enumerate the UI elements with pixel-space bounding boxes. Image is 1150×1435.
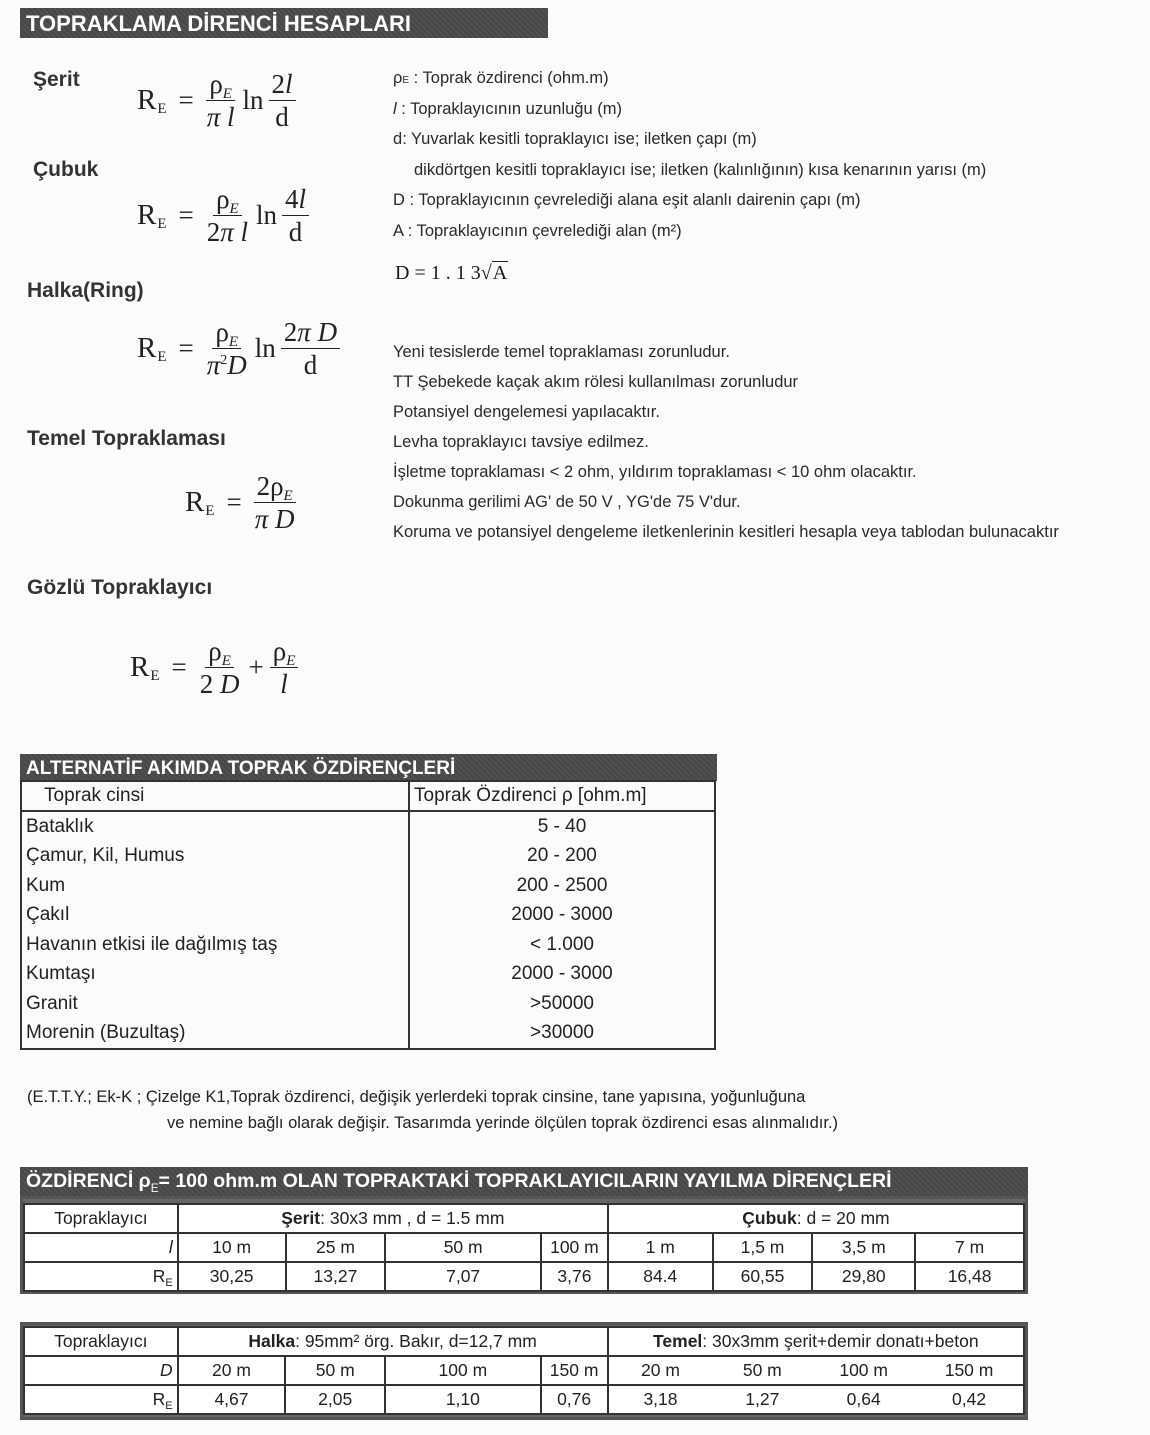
column-header-soil-type: Toprak cinsi [21, 781, 409, 811]
table-row [21, 871, 715, 901]
soil-type: Havanın etkisi ile dağılmış taş [21, 930, 409, 960]
definition-rho: ρE : Toprak özdirenci (ohm.m) [393, 69, 609, 87]
soil-type: Kumtaşı [21, 960, 409, 990]
note-item: Yeni tesislerde temel topraklaması zorunludur. [393, 343, 730, 361]
note-item: TT Şebekede kaçak akım rölesi kullanılması zorunludur [393, 373, 799, 391]
param-cell: 1,5 m [713, 1233, 813, 1262]
table-row [21, 811, 715, 842]
param-cell: 100 m [541, 1233, 608, 1262]
resistivity-value: 200 - 2500 [409, 871, 715, 901]
footnote-line-1: (E.T.T.Y.; Ek-K ; Çizelge K1,Toprak özdirenci, değişik yerlerdeki toprak cinsine, tane yapısına, yoğunluğuna [27, 1088, 806, 1106]
formula-temel: R E = $\frac{2\rho E}{\text{π D}}$ [185, 471, 295, 535]
row-label-length: l [24, 1233, 178, 1262]
value-cell: 84.4 [608, 1262, 713, 1291]
soil-type: Kum [21, 871, 409, 901]
value-cell: 13,27 [286, 1262, 386, 1291]
column-header-resistivity: Toprak Özdirenci ρ [ohm.m] [409, 781, 715, 811]
resistance-title-prefix: ÖZDİRENCİ ρ [26, 1170, 151, 1192]
notes-list [393, 343, 1059, 553]
formula-title-halka: Halka(Ring) [27, 279, 144, 302]
resistivity-value: 5 - 40 [409, 811, 715, 842]
resistance-title-sub: E [150, 1181, 159, 1195]
table-row [21, 842, 715, 872]
formula-serit: R E = $\frac{\rho E}{\text{π l}}$ ln $\frac{2l}{d}$ [137, 70, 298, 132]
symbol-definitions [393, 69, 986, 252]
value-cell: 29,80 [812, 1262, 915, 1291]
table-row [21, 989, 715, 1019]
value-cell: 0,42 [915, 1385, 1024, 1414]
formula-gozlu: R E = $\frac{\rho E}{2 D}$ + $\frac{\rho E}{l}$ [130, 637, 300, 699]
note-item: Potansiyel dengelemesi yapılacaktır. [393, 403, 660, 421]
soil-type: Granit [21, 989, 409, 1019]
param-cell: 100 m [812, 1356, 915, 1385]
param-cell: 50 m [712, 1356, 812, 1385]
footnote [27, 1088, 838, 1133]
param-cell: 50 m [385, 1233, 541, 1262]
definition-d-rect: dikdörtgen kesitli topraklayıcı ise; iletken (kalınlığının) kısa kenarının yarısı (m) [414, 160, 987, 179]
resistivity-value: < 1.000 [409, 930, 715, 960]
value-cell: 0,64 [812, 1385, 915, 1414]
param-cell: 150 m [915, 1356, 1024, 1385]
value-cell: 3,76 [541, 1262, 608, 1291]
soil-resistivity-table [20, 780, 716, 1050]
formula-title-temel: Temel Topraklaması [27, 427, 226, 450]
value-cell: 7,07 [385, 1262, 541, 1291]
param-cell: 25 m [286, 1233, 386, 1262]
group-header-halka: Halka: 95mm² örg. Bakır, d=12,7 mm [178, 1327, 608, 1356]
main-title-banner [20, 8, 548, 38]
formula-title-gozlu: Gözlü Topraklayıcı [27, 576, 213, 599]
formula-title-serit: Şerit [33, 68, 80, 91]
param-cell: 20 m [608, 1356, 713, 1385]
resistance-title-banner [20, 1167, 1028, 1196]
param-cell: 10 m [178, 1233, 286, 1262]
value-cell: 1,27 [712, 1385, 812, 1414]
definition-A: A : Topraklayıcının çevrelediği alan (m²) [393, 221, 682, 240]
row-label-diameter: D [24, 1356, 178, 1385]
value-cell: 60,55 [713, 1262, 813, 1291]
param-cell: 7 m [915, 1233, 1024, 1262]
formula-cubuk: R E = $\frac{\rho E}{\text{2π l}}$ ln $\frac{4l}{d}$ [137, 185, 311, 247]
note-item: Levha topraklayıcı tavsiye edilmez. [393, 433, 649, 451]
group-header-serit: Şerit: 30x3 mm , d = 1.5 mm [178, 1204, 608, 1233]
value-cell: 0,76 [541, 1385, 608, 1414]
group-header-temel: Temel: 30x3mm şerit+demir donatı+beton [608, 1327, 1024, 1356]
table1-header-row [24, 1204, 1024, 1233]
soil-table-title-banner [20, 754, 717, 781]
table-row [21, 1019, 715, 1050]
table2-resistance-row [24, 1385, 1024, 1414]
value-cell: 30,25 [178, 1262, 286, 1291]
value-cell: 3,18 [608, 1385, 713, 1414]
group-header-cubuk: Çubuk: d = 20 mm [608, 1204, 1024, 1233]
table2-diameter-row [24, 1356, 1024, 1385]
table1-length-row [24, 1233, 1024, 1262]
row-label-re: $R_E$ [24, 1262, 178, 1291]
resistivity-value: 2000 - 3000 [409, 901, 715, 931]
table1-resistance-row [24, 1262, 1024, 1291]
soil-table-header-row [21, 781, 715, 811]
param-cell: 3,5 m [812, 1233, 915, 1262]
value-cell: 4,67 [178, 1385, 286, 1414]
halka-temel-table [23, 1326, 1025, 1415]
row-label-topraklayici: Topraklayıcı [24, 1204, 178, 1233]
definition-D: D : Topraklayıcının çevrelediği alana eşit alanlı dairenin çapı (m) [393, 191, 861, 209]
soil-type: Bataklık [21, 811, 409, 842]
soil-table-title: ALTERNATİF AKIMDA TOPRAK ÖZDİRENÇLERİ [26, 758, 456, 779]
table-row [21, 930, 715, 960]
param-cell: 150 m [541, 1356, 608, 1385]
param-cell: 20 m [178, 1356, 286, 1385]
note-item: Koruma ve potansiyel dengeleme iletkenlerinin kesitleri hesapla veya tablodan bulunacaktır [393, 523, 1059, 541]
soil-type: Morenin (Buzultaş) [21, 1019, 409, 1050]
resistance-title-suffix: = 100 ohm.m OLAN TOPRAKTAKİ TOPRAKLAYICILARIN YAYILMA DİRENÇLERİ [158, 1170, 892, 1192]
value-cell: 1,10 [385, 1385, 541, 1414]
definition-l: l : Topraklayıcının uzunluğu (m) [393, 99, 622, 118]
row-label-topraklayici: Topraklayıcı [24, 1327, 178, 1356]
table-row [21, 960, 715, 990]
definition-d: d: Yuvarlak kesitli topraklayıcı ise; iletken çapı (m) [393, 130, 757, 148]
footnote-line-2: ve nemine bağlı olarak değişir. Tasarımda yerinde ölçülen toprak özdirenci esas alınmalıdır.) [167, 1114, 839, 1132]
param-cell: 50 m [285, 1356, 385, 1385]
note-item: Dokunma gerilimi AG' de 50 V , YG'de 75 V'dur. [393, 493, 741, 511]
table-row [21, 901, 715, 931]
soil-type: Çakıl [21, 901, 409, 931]
resistivity-value: 2000 - 3000 [409, 960, 715, 990]
formula-halka: R E = $\frac{\rho E}{\pi^2D}$ ln $\frac{\text{2π D}}{d}$ [137, 318, 342, 380]
resistivity-value: >30000 [409, 1019, 715, 1050]
serit-cubuk-table [23, 1203, 1025, 1292]
note-item: İşletme topraklaması < 2 ohm, yıldırım topraklaması < 10 ohm olacaktır. [393, 463, 917, 481]
param-cell: 1 m [608, 1233, 713, 1262]
formula-title-cubuk: Çubuk [33, 158, 99, 181]
table2-header-row [24, 1327, 1024, 1356]
param-cell: 100 m [385, 1356, 541, 1385]
d-formula: D = 1 . 1 3√A [395, 262, 508, 284]
main-title: TOPRAKLAMA DİRENCİ HESAPLARI [26, 11, 412, 36]
resistivity-value: >50000 [409, 989, 715, 1019]
value-cell: 16,48 [915, 1262, 1024, 1291]
soil-type: Çamur, Kil, Humus [21, 842, 409, 872]
row-label-re: $R_E$ [24, 1385, 178, 1414]
resistivity-value: 20 - 200 [409, 842, 715, 872]
value-cell: 2,05 [285, 1385, 385, 1414]
